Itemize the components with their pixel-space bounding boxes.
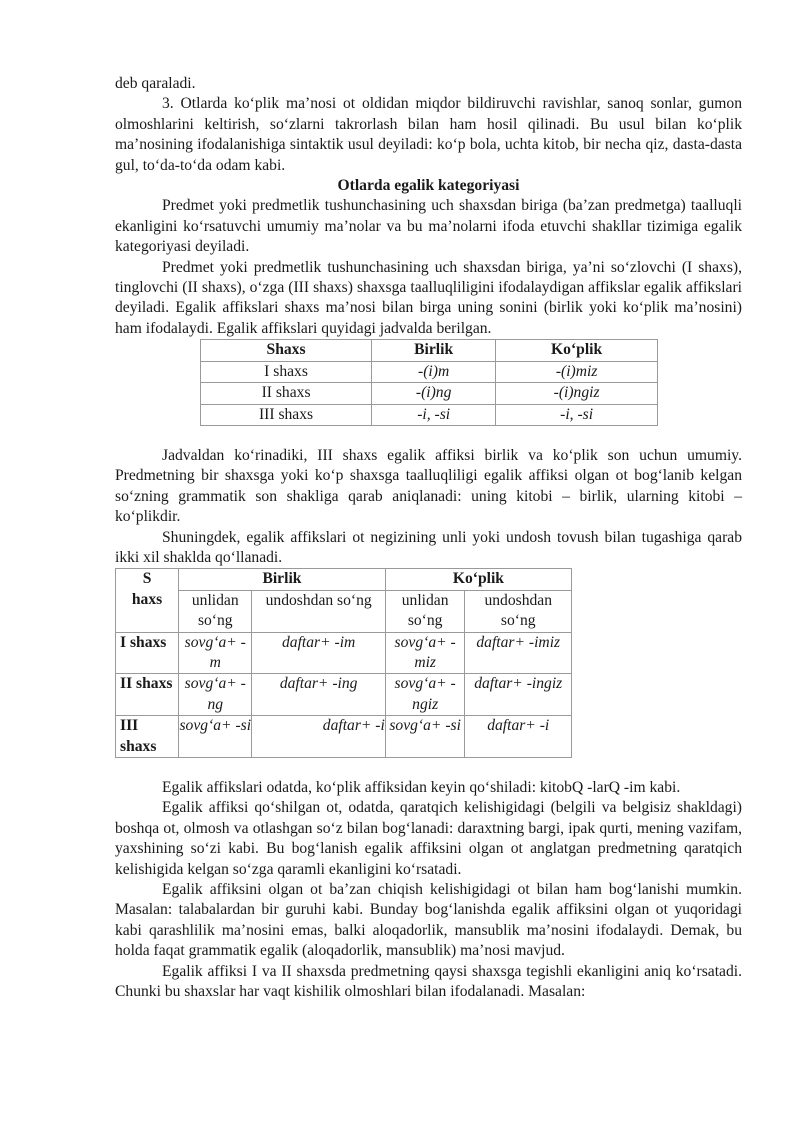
table-row <box>116 632 572 674</box>
paragraph: deb qaraladi. <box>115 75 196 92</box>
row-header: III shaxs <box>116 716 179 758</box>
table-cell: sovg‘a+ -m <box>179 632 252 674</box>
column-header: Ko‘plik <box>385 569 571 590</box>
paragraph: Egalik affiksini olgan ot ba’zan chiqish kelishigidagi ot bilan ham bog‘lanishi mumkin. Masalan: talabalardan bir guruhi kabi. Bunday bog‘lanishda egalik affiksini olgan ot yuqoridagi kabi qarashlilik ma’nosini emas, balki aloqadorlik, mansublik ma’nosini ifodalaydi. Demak, bu holda faqat grammatik egalik (aloqadorlik, mansublik) ma’nosi mavjud. <box>115 881 742 960</box>
table-row <box>116 716 572 758</box>
spacer <box>115 758 742 778</box>
egalik-affix-table <box>200 339 658 426</box>
shaxs-header-top: S <box>142 570 152 588</box>
paragraph: Egalik affiksi qo‘shilgan ot, odatda, qaratqich kelishigidagi (belgili va belgisiz shakldagi) boshqa ot, olmosh va otlashgan so‘z bilan bog‘lanadi: daraxtning bargi, ipak qurti, mening vazifam, yaxshining so‘zi kabi. Bu bog‘lanish egalik affiksini olgan ot anglatgan predmetning qaratqich kelishigida kelgan so‘zga qaramli ekanligini ko‘rsatadi. <box>115 799 742 878</box>
table-header-row <box>201 340 658 361</box>
table-cell: -(i)m <box>372 361 496 382</box>
section-heading: Otlarda egalik kategoriyasi <box>337 177 520 195</box>
table-cell: daftar+ -i <box>465 716 572 758</box>
table-cell: sovg‘a+ -miz <box>385 632 465 674</box>
paragraph: Predmet yoki predmetlik tushunchasining uch shaxsdan biriga, ya’ni so‘zlovchi (I shaxs), tinglovchi (II shaxs), o‘zga (III shaxs) shaxsga taalluqliligini ifodalaydigan affikslar egalik affikslari deyiladi. Egalik affikslari shaxs ma’nosi bilan birga uning sonini (birlik yoki ko‘plik ma’nosini) ham ifodalaydi. Egalik affikslari quyidagi jadvalda berilgan. <box>115 258 742 337</box>
paragraph: Egalik affikslari odatda, ko‘plik affiksidan keyin qo‘shiladi: kitobQ -larQ -im kabi. <box>162 779 681 796</box>
column-header: Birlik <box>179 569 386 590</box>
table-row <box>116 674 572 716</box>
table-cell: -(i)ng <box>372 383 496 404</box>
table-cell: sovg‘a+ -ngiz <box>385 674 465 716</box>
paragraph: Egalik affiksi I va II shaxsda predmetning qaysi shaxsga tegishli ekanligini aniq ko‘rsatadi. Chunki bu shaxslar har vaqt kishilik olmoshlari bilan ifodalanadi. Masalan: <box>115 962 742 1001</box>
shaxs-header-bottom: haxs <box>131 590 163 608</box>
column-header: Shaxs <box>201 340 372 361</box>
table-cell: -i, -si <box>372 404 496 425</box>
table-cell: II shaxs <box>201 383 372 404</box>
table-subheader-row <box>116 590 572 632</box>
shaxs-header-cell <box>116 569 179 632</box>
table-cell: daftar+ -ingiz <box>465 674 572 716</box>
column-header: Ko‘plik <box>496 340 658 361</box>
subheader-cell: unlidan so‘ng <box>385 590 465 632</box>
table-row <box>201 361 658 382</box>
table-cell: daftar+ -imiz <box>465 632 572 674</box>
table-header-row <box>116 569 572 590</box>
row-header: I shaxs <box>116 632 179 674</box>
table-cell: daftar+ -im <box>252 632 385 674</box>
table-cell: -(i)ngiz <box>496 383 658 404</box>
table-cell: I shaxs <box>201 361 372 382</box>
column-header: Birlik <box>372 340 496 361</box>
subheader-cell: undoshdan so‘ng <box>252 590 385 632</box>
spacer <box>115 426 742 446</box>
table-row <box>201 404 658 425</box>
paragraph: 3. Otlarda ko‘plik ma’nosi ot oldidan miqdor bildiruvchi ravishlar, sanoq sonlar, gumon olmoshlarini keltirish, so‘zlarni takrorlash bilan ham hosil qilinadi. Bu usul bilan ko‘plik ma’nosining ifodalanishiga sintaktik usul deyiladi: ko‘p bola, uchta kitob, bir necha qiz, dasta-dasta gul, to‘da-to‘da odam kabi. <box>115 95 742 174</box>
table-cell: sovg‘a+ -si <box>179 716 252 758</box>
table-cell: III shaxs <box>201 404 372 425</box>
paragraph: Jadvaldan ko‘rinadiki, III shaxs egalik affiksi birlik va ko‘plik son uchun umumiy. Predmetning bir shaxsga yoki ko‘p shaxsga taalluqliligi egalik affiksi olgan ot bog‘lanib kelgan so‘zning grammatik son shakliga qarab aniqlanadi: uning kitobi – birlik, ularning kitobi – ko‘plikdir. <box>115 446 742 526</box>
table-cell: -i, -si <box>496 404 658 425</box>
egalik-form-table <box>115 568 572 758</box>
table-cell: -(i)miz <box>496 361 658 382</box>
subheader-cell: undoshdan so‘ng <box>465 590 572 632</box>
row-header: II shaxs <box>116 674 179 716</box>
table-cell: sovg‘a+ -ng <box>179 674 252 716</box>
subheader-cell: unlidan so‘ng <box>179 590 252 632</box>
table-row <box>201 383 658 404</box>
paragraph: Predmet yoki predmetlik tushunchasining uch shaxsdan biriga (ba’zan predmetga) taalluqli ekanligini ko‘rsatuvchi umumiy ma’nolar va bu ma’nolarni ifoda etuvchi shakllar tizimiga egalik kategoriyasi deyiladi. <box>115 197 742 256</box>
paragraph: Shuningdek, egalik affikslari ot negizining unli yoki undosh tovush bilan tugashiga qarab ikki xil shaklda qo‘llanadi. <box>115 528 742 566</box>
table-cell: daftar+ -i <box>252 716 385 758</box>
table-cell: sovg‘a+ -si <box>385 716 465 758</box>
table-cell: daftar+ -ing <box>252 674 385 716</box>
document-page <box>115 74 742 1002</box>
